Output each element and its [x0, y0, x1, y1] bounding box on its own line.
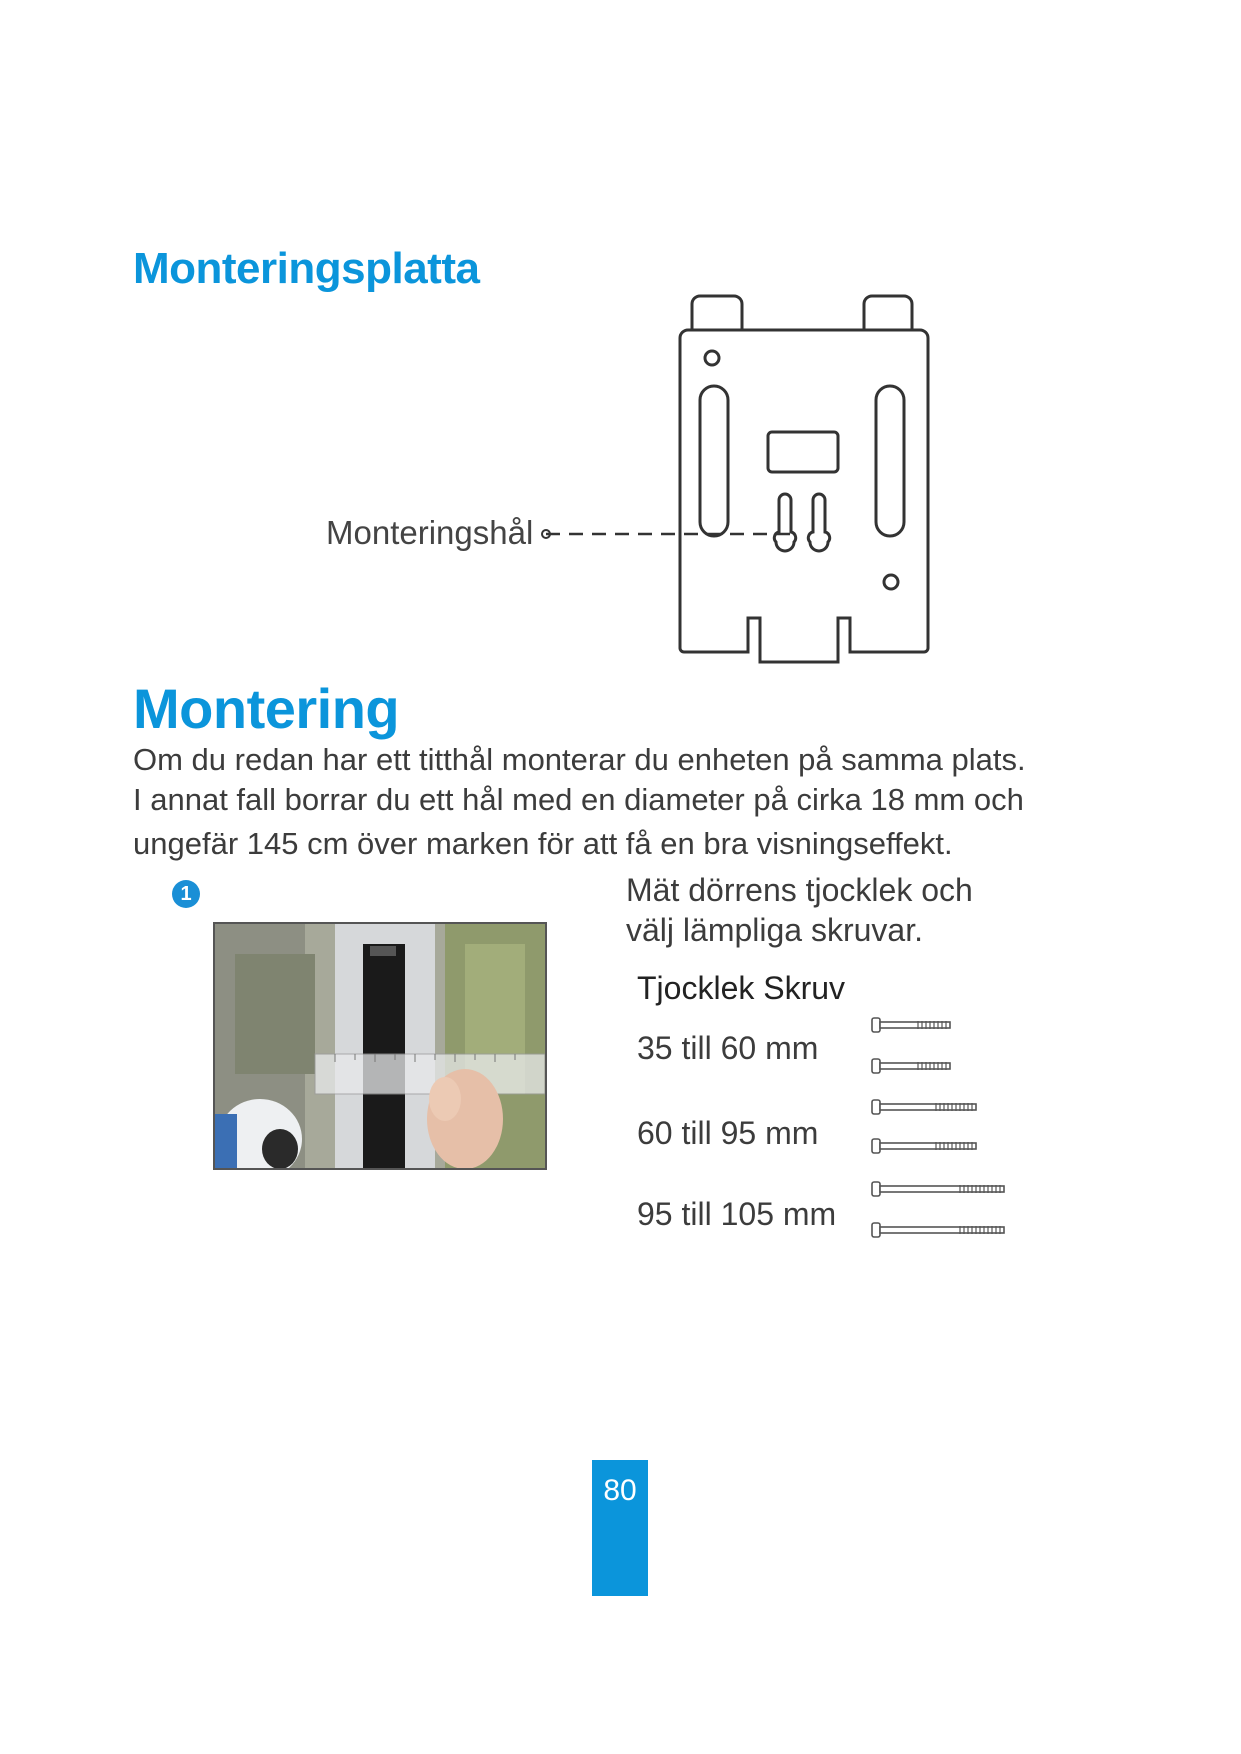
screws-illustration — [868, 1010, 1028, 1260]
mounting-plate-diagram — [320, 290, 940, 670]
screw-row-thickness: 95 till 105 mm — [637, 1196, 837, 1232]
step-text-line: Mät dörrens tjocklek och — [626, 872, 973, 908]
step-text-line: välj lämpliga skruvar. — [626, 912, 923, 948]
step-number-badge: 1 — [172, 880, 200, 908]
section-title-mounting-plate: Monteringsplatta — [133, 244, 480, 293]
page-number: 80 — [603, 1474, 637, 1507]
screw-table-header: Tjocklek Skruv — [637, 970, 846, 1006]
intro-paragraph — [133, 740, 1113, 864]
section-title-mounting: Montering — [133, 677, 400, 740]
intro-line: Om du redan har ett titthål monterar du enheten på samma plats. — [133, 742, 1026, 777]
intro-line: I annat fall borrar du ett hål med en diameter på cirka 18 mm och — [133, 782, 1024, 817]
intro-line: ungefär 145 cm över marken för att få en bra visningseffekt. — [133, 826, 953, 861]
screw-row-thickness: 60 till 95 mm — [637, 1115, 819, 1151]
door-measurement-photo — [213, 922, 547, 1170]
screw-row-thickness: 35 till 60 mm — [637, 1030, 819, 1066]
step-instructions — [626, 870, 973, 950]
page-number-tab — [592, 1460, 648, 1596]
mounting-hole-label: Monteringshål — [326, 514, 534, 551]
